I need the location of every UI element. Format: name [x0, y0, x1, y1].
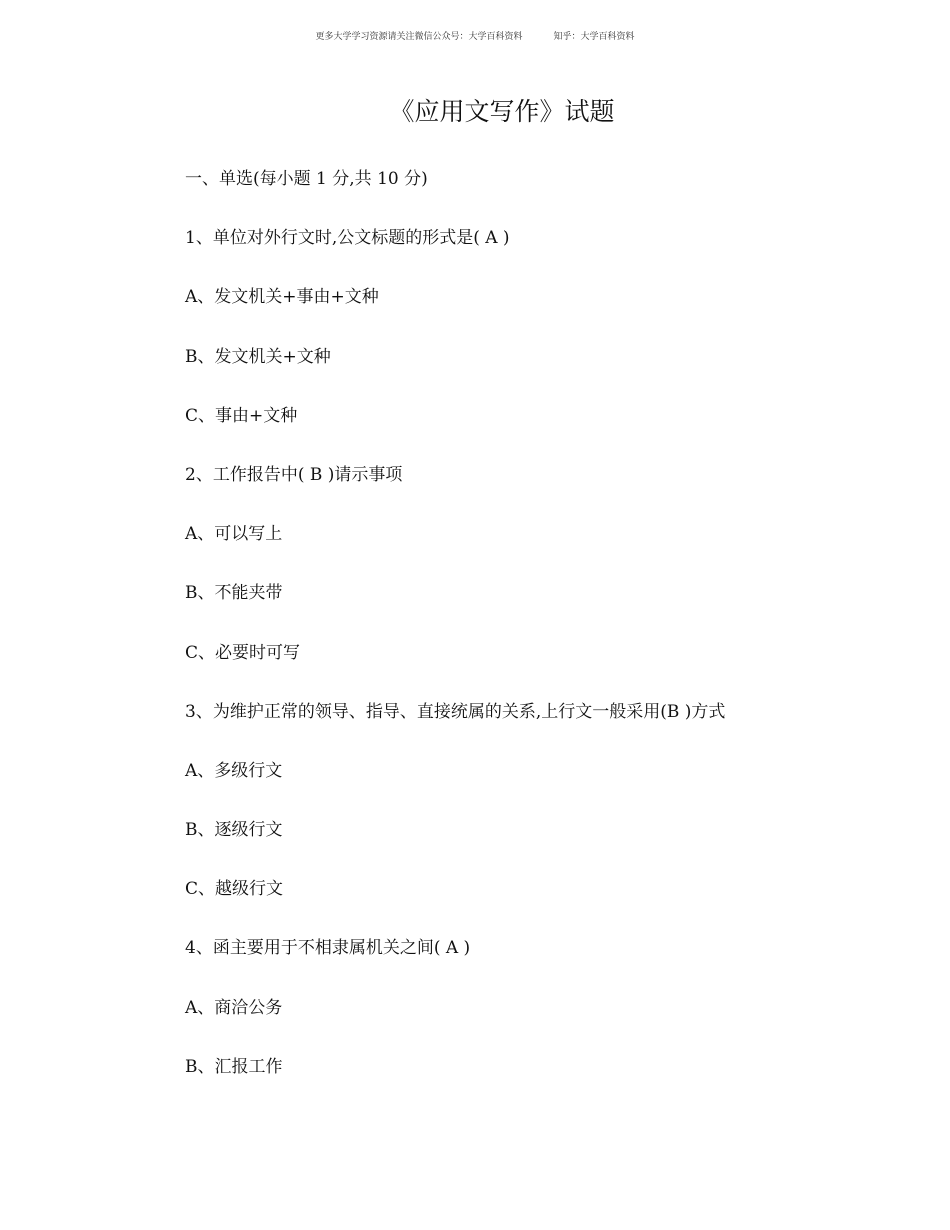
header-left-text: 更多大学学习资源请关注微信公众号：大学百科资料: [315, 32, 523, 42]
question-2-option-b: B、不能夹带: [185, 583, 283, 604]
question-3-option-a: A、多级行文: [185, 760, 283, 781]
question-1: 1、单位对外行文时,公文标题的形式是( A ): [185, 228, 510, 249]
question-3-option-b: B、逐级行文: [185, 820, 283, 841]
page-header: [0, 29, 950, 42]
question-3-option-c: C、越级行文: [185, 879, 284, 900]
question-2-option-c: C、必要时可写: [185, 642, 301, 663]
question-1-option-b: B、发文机关+文种: [185, 346, 331, 367]
question-4-option-a: A、商洽公务: [185, 997, 283, 1018]
question-4: 4、函主要用于不相隶属机关之间( A ): [185, 938, 471, 959]
question-3: 3、为维护正常的领导、指导、直接统属的关系,上行文一般采用(B )方式: [185, 701, 726, 722]
question-1-option-a: A、发文机关+事由+文种: [185, 287, 379, 308]
section-heading: 一、单选(每小题 1 分,共 10 分): [185, 169, 428, 189]
document-title: 《应用文写作》试题: [389, 97, 615, 126]
question-1-option-c: C、事由+文种: [185, 405, 298, 426]
question-2: 2、工作报告中( B )请示事项: [185, 464, 403, 485]
question-2-option-a: A、可以写上: [185, 524, 283, 545]
header-right-text: 知乎：大学百科资料: [553, 32, 635, 42]
question-list: [185, 167, 905, 1114]
question-4-option-b: B、汇报工作: [185, 1056, 283, 1077]
